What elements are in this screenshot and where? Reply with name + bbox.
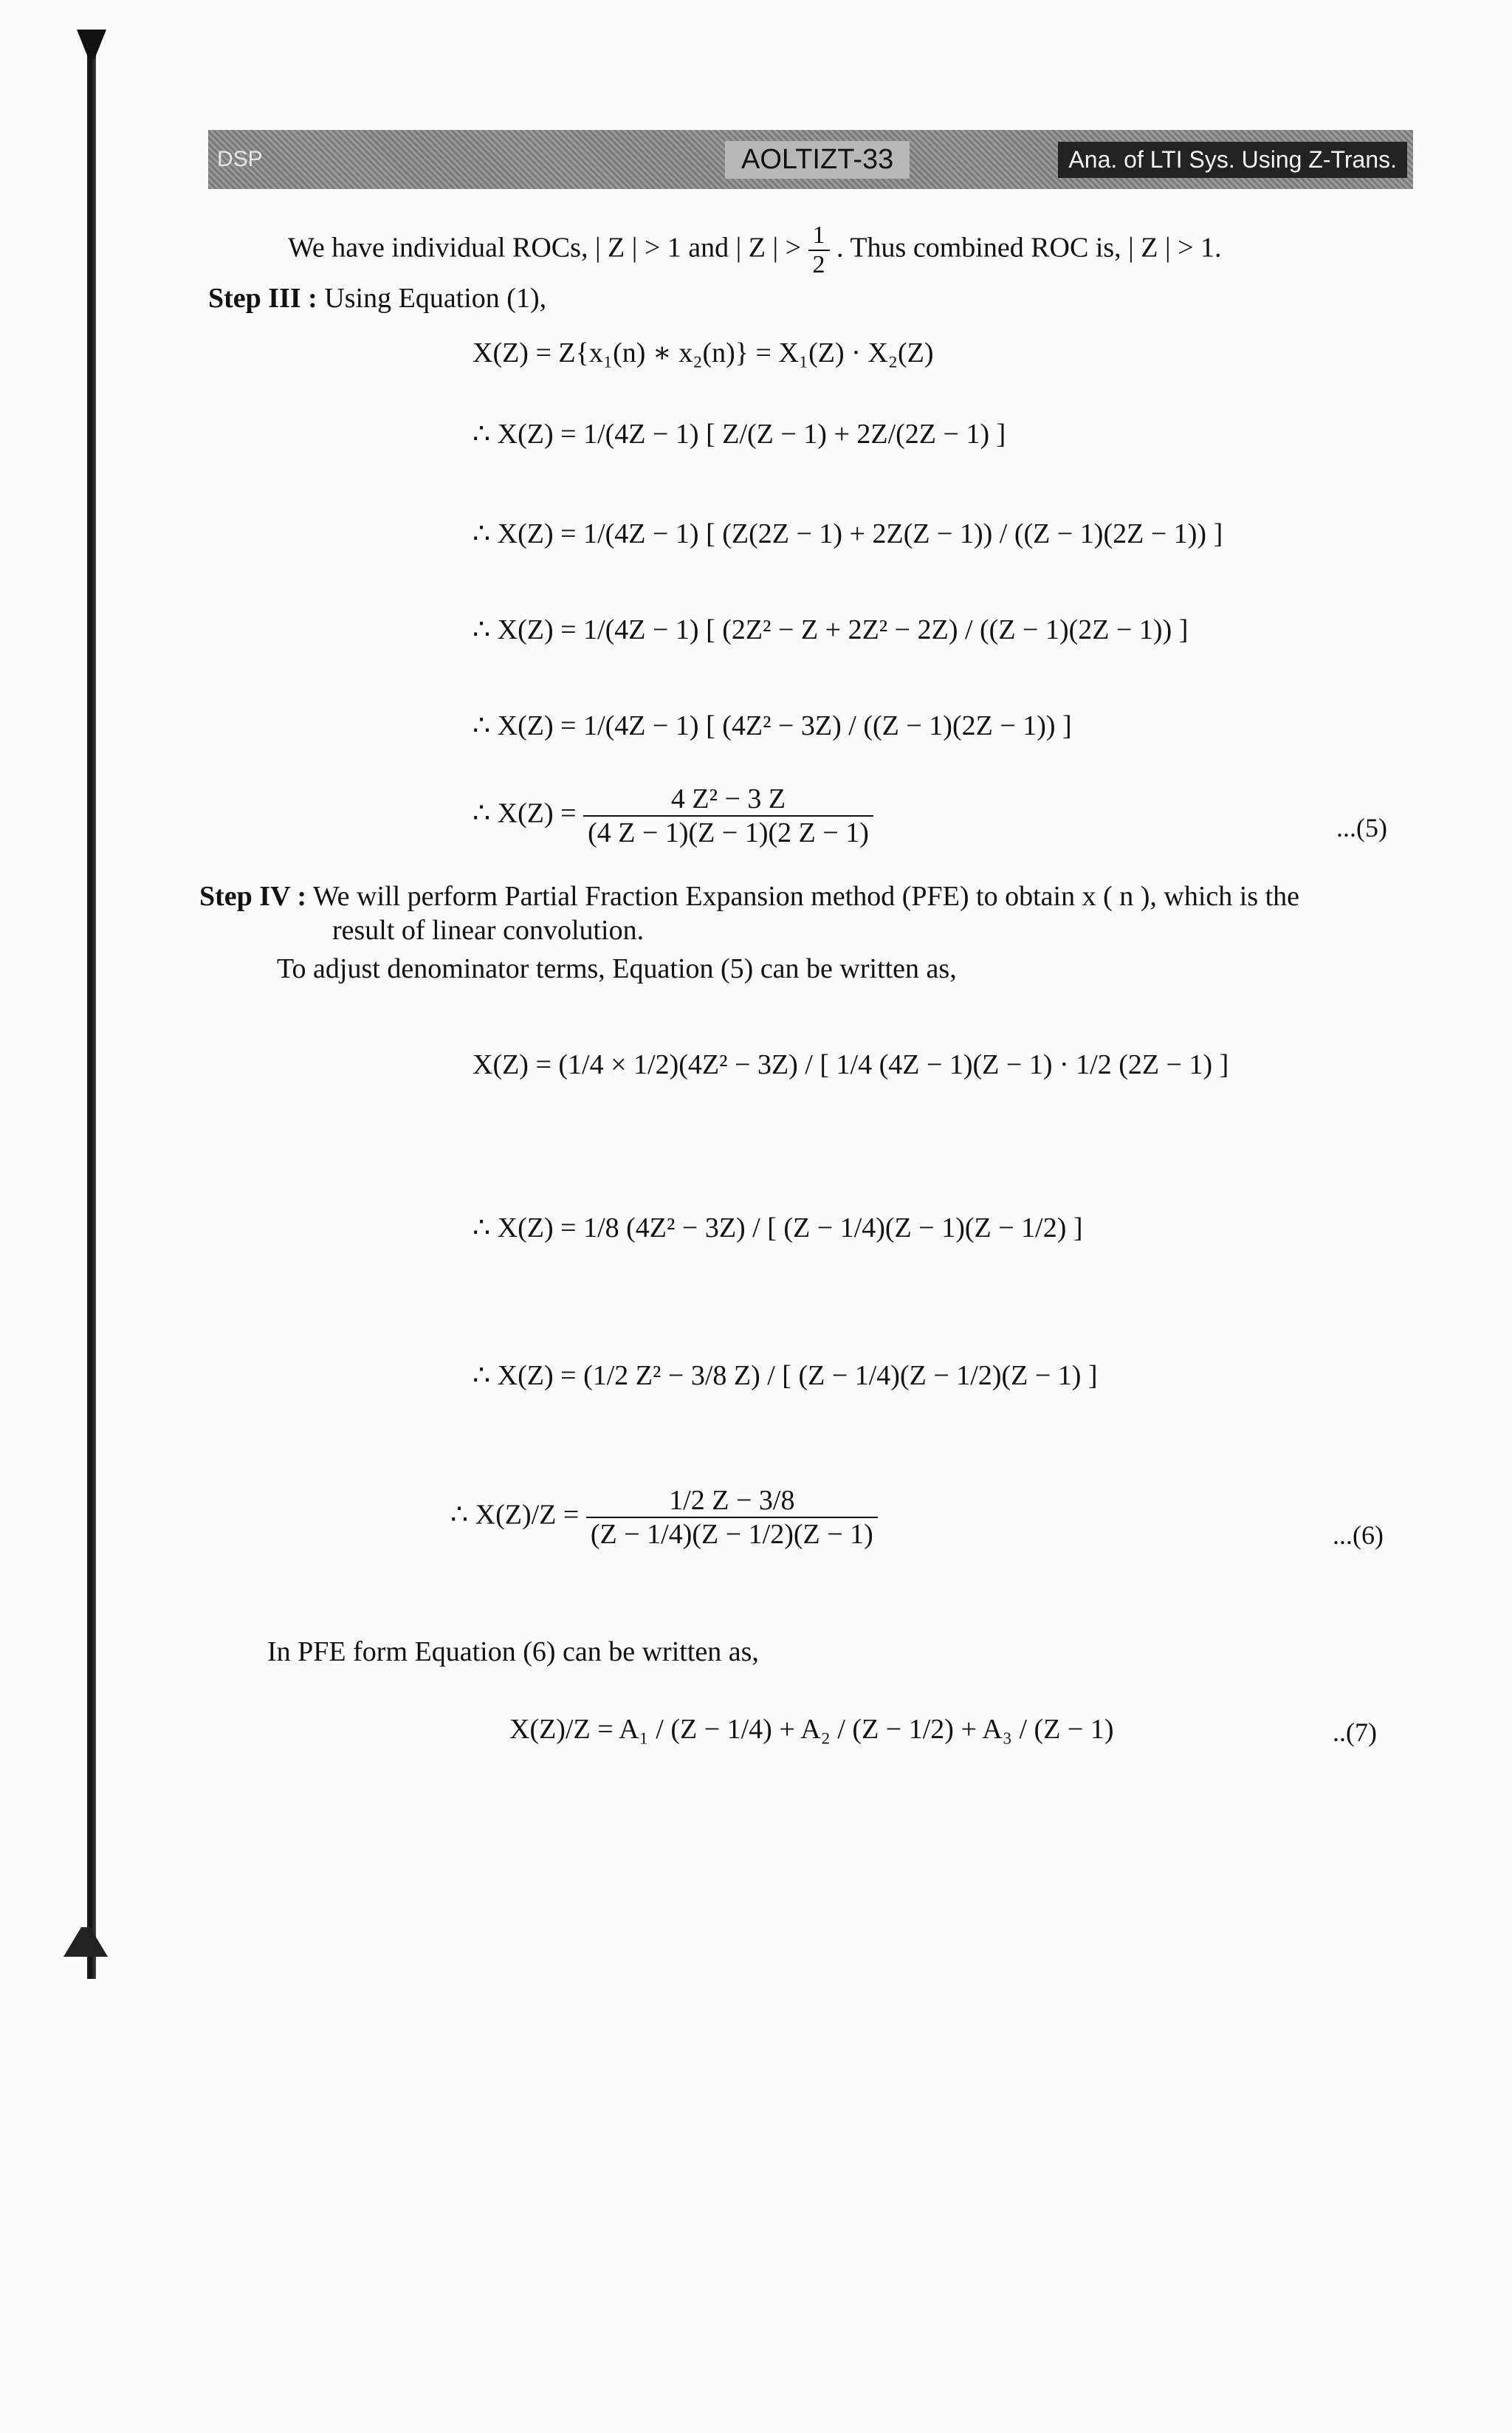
eq6-numerator: 1/2 Z − 3/8 (586, 1484, 878, 1518)
step3-label: Step III : (208, 283, 317, 314)
equation-step3-2: ∴ X(Z) = 1/(4Z − 1) [ Z/(Z − 1) + 2Z/(2Z − 1) ] (472, 419, 1006, 450)
step4-heading (199, 880, 1299, 913)
roc-text-2: . Thus combined ROC is, | Z | > 1. (836, 232, 1222, 264)
equation-6 (450, 1484, 878, 1551)
equation-5 (472, 783, 873, 849)
page-header (208, 130, 1413, 189)
equation-step3-1: X(Z) = Z{x₁(n) ∗ x₂(n)} = X₁(Z) · X₂(Z) (472, 337, 934, 368)
equation-step4-1: X(Z) = (1/4 × 1/2)(4Z² − 3Z) / [ 1/4 (4Z − 1)(Z − 1) · 1/2 (2Z − 1) ] (472, 1049, 1229, 1080)
equation-step4-3: ∴ X(Z) = (1/2 Z² − 3/8 Z) / [ (Z − 1/4)(Z − 1/2)(Z − 1) ] (472, 1360, 1098, 1391)
eq7-lhs: X(Z)/Z = (509, 1714, 614, 1745)
eq7-term-3: A₃ / (Z − 1) (982, 1714, 1114, 1745)
equation-step3-4: ∴ X(Z) = 1/(4Z − 1) [ (2Z² − Z + 2Z² − 2Z) / ((Z − 1)(2Z − 1)) ] (472, 614, 1189, 645)
equation-step4-2: ∴ X(Z) = 1/8 (4Z² − 3Z) / [ (Z − 1/4)(Z − 1)(Z − 1/2) ] (472, 1212, 1083, 1243)
binding-edge (87, 30, 96, 1979)
header-page-code: AOLTIZT-33 (725, 141, 910, 179)
binding-cap (77, 30, 106, 59)
equation-5-tag: ...(5) (1336, 813, 1387, 843)
eq6-denominator: (Z − 1/4)(Z − 1/2)(Z − 1) (590, 1519, 873, 1550)
binding-foot (63, 1927, 108, 1957)
roc-fraction: $\frac{1}{2}$ (808, 222, 830, 279)
step3-heading (208, 282, 546, 315)
eq6-fraction (586, 1484, 878, 1551)
eq6-lhs: ∴ X(Z)/Z = (450, 1499, 580, 1531)
step4-text-1: We will perform Partial Fraction Expansion method (PFE) to obtain x ( n ), which is the (312, 881, 1300, 912)
header-chapter-title: Ana. of LTI Sys. Using Z-Trans. (1058, 142, 1407, 178)
adjust-text: To adjust denominator terms, Equation (5) can be written as, (277, 953, 957, 984)
eq5-numerator: 4 Z² − 3 Z (583, 783, 873, 817)
equation-7-tag: ..(7) (1333, 1717, 1377, 1747)
equation-step3-5: ∴ X(Z) = 1/(4Z − 1) [ (4Z² − 3Z) / ((Z − 1)(2Z − 1)) ] (472, 710, 1072, 741)
roc-line (288, 222, 1222, 279)
equation-6-tag: ...(6) (1333, 1520, 1384, 1550)
step4-label: Step IV : (199, 881, 306, 912)
eq5-lhs: ∴ X(Z) = (472, 797, 577, 829)
equation-7: X(Z)/Z = A₁ / (Z − 1/4) + A₂ / (Z − 1/2) + A₃ / (Z − 1) (509, 1714, 1114, 1745)
eq5-fraction (583, 783, 873, 849)
step3-text: Using Equation (1), (324, 283, 547, 314)
eq5-denominator: (4 Z − 1)(Z − 1)(2 Z − 1) (588, 817, 869, 848)
pfe-text: In PFE form Equation (6) can be written as, (267, 1636, 759, 1667)
step4-text-2: result of linear convolution. (332, 915, 645, 946)
eq7-term-2: A₂ / (Z − 1/2) (800, 1714, 954, 1745)
eq7-term-1: A₁ / (Z − 1/4) (619, 1714, 772, 1745)
equation-step3-3: ∴ X(Z) = 1/(4Z − 1) [ (Z(2Z − 1) + 2Z(Z − 1)) / ((Z − 1)(2Z − 1)) ] (472, 518, 1223, 549)
roc-text-1: We have individual ROCs, | Z | > 1 and | Z | > (288, 232, 802, 264)
header-left-text: DSP (217, 147, 263, 171)
